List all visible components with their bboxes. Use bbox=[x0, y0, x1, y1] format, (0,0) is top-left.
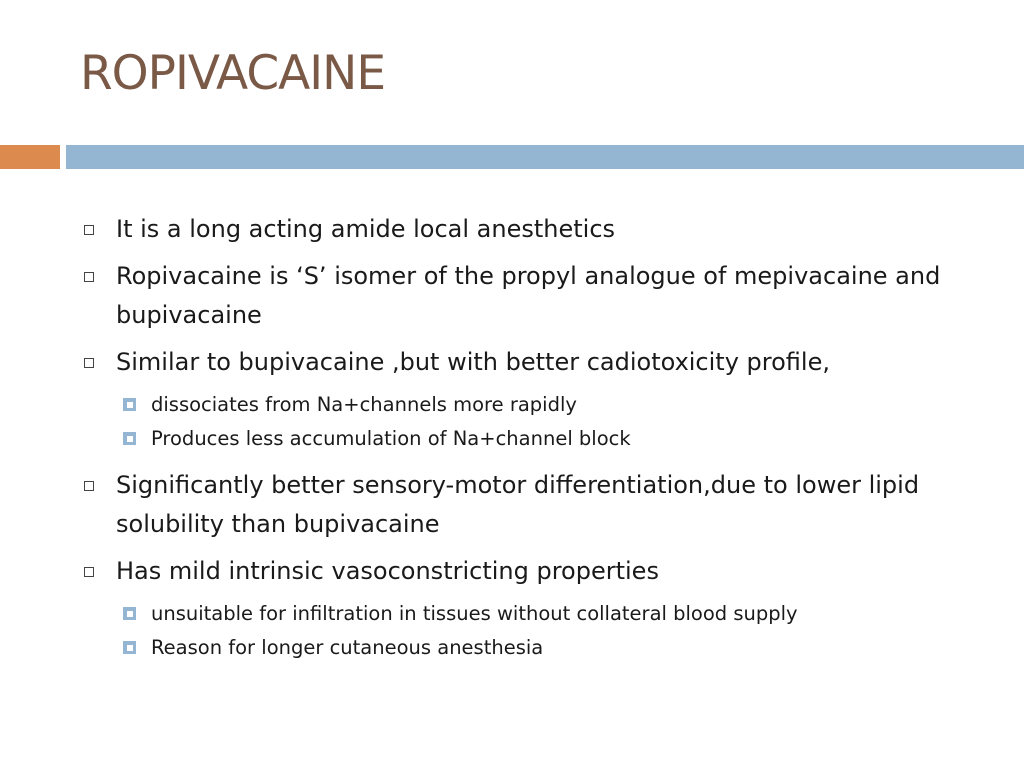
square-bullet-icon bbox=[84, 358, 94, 368]
square-bullet-icon bbox=[84, 225, 94, 235]
filled-square-bullet-icon bbox=[123, 398, 136, 411]
square-bullet-icon bbox=[84, 567, 94, 577]
bullet-item bbox=[80, 257, 980, 335]
sub-bullet-text: Produces less accumulation of Na+channel block bbox=[151, 427, 631, 450]
bullet-text: It is a long acting amide local anesthetics bbox=[116, 215, 616, 243]
bullet-list bbox=[80, 210, 980, 675]
filled-square-bullet-icon bbox=[123, 607, 136, 620]
sub-bullet-text: dissociates from Na+channels more rapidly bbox=[151, 393, 577, 416]
bullet-item bbox=[80, 466, 980, 544]
bullet-text: Similar to bupivacaine ,but with better cadiotoxicity profile, bbox=[116, 348, 830, 376]
title-underline-bar bbox=[66, 145, 1024, 169]
square-bullet-icon bbox=[84, 481, 94, 491]
bullet-item bbox=[80, 343, 980, 382]
sub-bullet-item bbox=[80, 633, 980, 663]
bullet-item bbox=[80, 552, 980, 591]
square-bullet-icon bbox=[84, 272, 94, 282]
filled-square-bullet-icon bbox=[123, 641, 136, 654]
bullet-text: Has mild intrinsic vasoconstricting properties bbox=[116, 557, 659, 585]
sub-bullet-item bbox=[80, 599, 980, 629]
bullet-text: Significantly better sensory-motor differentiation,due to lower lipid solubility than bupivacaine bbox=[116, 471, 920, 538]
sub-bullet-text: unsuitable for infiltration in tissues without collateral blood supply bbox=[151, 602, 798, 625]
bullet-item bbox=[80, 210, 980, 249]
sub-bullet-item bbox=[80, 390, 980, 420]
filled-square-bullet-icon bbox=[123, 432, 136, 445]
accent-bar bbox=[0, 145, 60, 169]
slide-title: ROPIVACAINE bbox=[80, 46, 386, 101]
sub-bullet-text: Reason for longer cutaneous anesthesia bbox=[151, 636, 544, 659]
bullet-text: Ropivacaine is ‘S’ isomer of the propyl analogue of mepivacaine and bupivacaine bbox=[116, 262, 941, 329]
sub-bullet-item bbox=[80, 424, 980, 454]
